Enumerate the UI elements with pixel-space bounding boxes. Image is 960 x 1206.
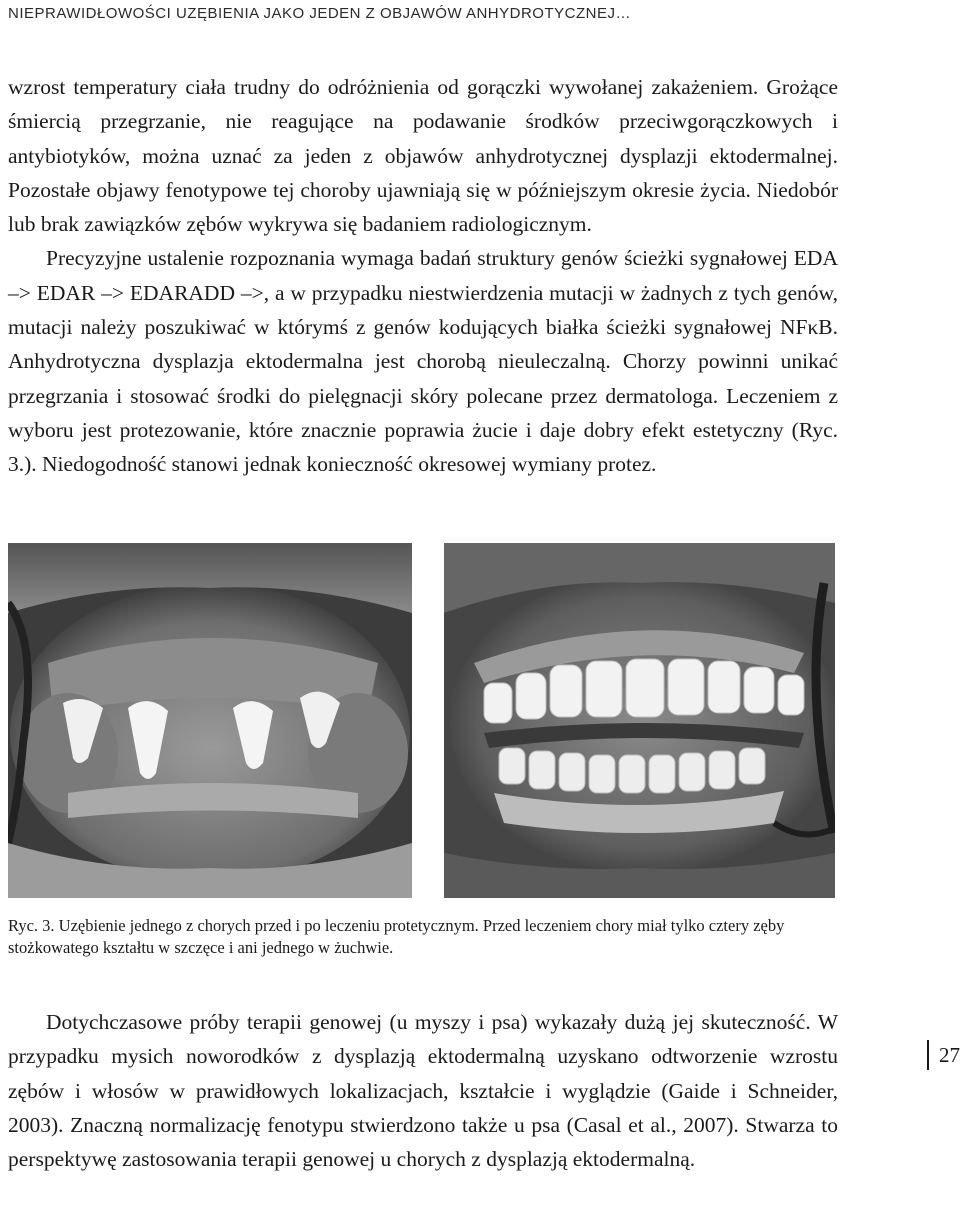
page-number: 27 (927, 1040, 960, 1070)
figure-caption: Ryc. 3. Uzębienie jednego z chorych przed i po leczeniu protetycznym. Przed leczeniem chory miał tylko cztery zęby stożkowatego kształtu w szczęce i ani jednego w żuchwie. (8, 916, 785, 957)
paragraph: Dotychczasowe próby terapii genowej (u myszy i psa) wykazały dużą jej skuteczność. W przypadku mysich noworodków z dysplazją ektodermalną uzyskano odtworzenie wzrostu zębów i włosów w prawidłowych lokalizacjach, kształcie i wyglądzie (Gaide i Schneider, 2003). Znaczną normalizację fenotypu stwierdzono także u psa (Casal et al., 2007). Stwarza to perspektywę zastosowania terapii genowej u chorych z dysplazją ektodermalną. (8, 1010, 838, 1172)
body-text-bottom (8, 1005, 838, 1176)
body-text-top (8, 70, 838, 482)
paragraph: Precyzyjne ustalenie rozpoznania wymaga badań struktury genów ścieżki sygnałowej EDA –> EDAR –> EDARADD –>, a w przypadku niestwierdzenia mutacji w żadnych z tych genów, mutacji należy poszukiwać w którymś z genów kodujących białka ścieżki sygnałowej NFκB. Anhydrotyczna dysplazja ektodermalna jest chorobą nieuleczalną. Chorzy powinni unikać przegrzania i stosować środki do pielęgnacji skóry polecane przez dermatologa. Leczeniem z wyboru jest protezowanie, które znacznie poprawia żucie i daje dobry efekt estetyczny (Ryc. 3.). Niedogodność stanowi jednak konieczność okresowej wymiany protez. (8, 246, 838, 477)
paragraph: wzrost temperatury ciała trudny do odróżnienia od gorączki wywołanej zakażeniem. Grożące śmiercią przegrzanie, nie reagujące na podawanie środków przeciwgorączkowych i antybiotyków, można uznać za jeden z objawów anhydrotycznej dysplazji ektodermalnej. Pozostałe objawy fenotypowe tej choroby ujawniają się w późniejszym okresie życia. Niedobór lub brak zawiązków zębów wykrywa się badaniem radiologicznym. (8, 75, 838, 237)
photo-after-treatment (444, 543, 835, 898)
running-head: NIEPRAWIDŁOWOŚCI UZĘBIENIA JAKO JEDEN Z OBJAWÓW ANHYDROTYCZNEJ… (8, 5, 631, 22)
photo-before-treatment (8, 543, 412, 898)
